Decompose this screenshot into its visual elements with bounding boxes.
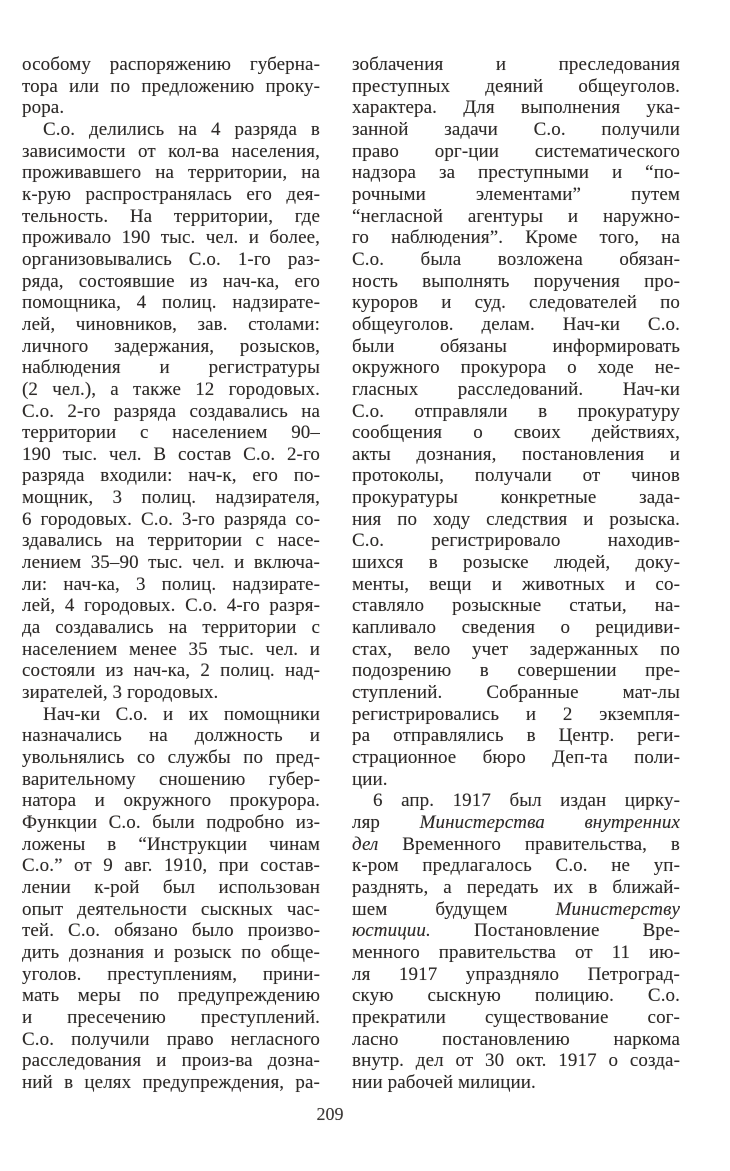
text-line: уголов. преступлениям, прини- [22,963,320,985]
text-line: подозрению в совершении пре- [352,660,680,682]
text-line: С.о. делились на 4 разряда в [43,118,320,140]
text-line: ляр Министерства внутренних [352,811,680,833]
text-line: разднять, а передать их в ближай- [352,876,680,898]
text-line: менты, вещи и животных и со- [352,573,680,595]
text-line: С.о. была возложена обязан- [352,248,680,270]
text-line: увольнялись со службы по пред- [22,747,320,768]
text-line: прокуратуры конкретные зада- [352,487,680,509]
text-line: акты дознания, постановления и [352,443,680,465]
text-line: дел Временного правительства, в [352,833,680,855]
text-line: куроров и суд. следователей по [352,292,680,314]
text-line: “негласной агентуры и наружно- [352,205,680,227]
text-line: особому распоряжению губерна- [22,54,320,75]
text-line: проживавшего на территории, на [22,162,320,184]
text-line: протоколы, получали от чинов [352,465,680,487]
text-line: территории с населением 90– [22,422,320,444]
text-line: зависимости от кол-ва населения, [22,140,320,162]
text-line: ласно постановлению наркома [352,1028,680,1050]
text-line: 6 апр. 1917 был издан цирку- [373,790,680,812]
text-line: лей, 4 городовых. С.о. 4-го разря- [22,595,320,617]
text-line: ля 1917 упраздняло Петроград- [352,963,680,985]
text-line: населением менее 35 тыс. чел. и [22,638,320,660]
text-line: натора и окружного прокурора. [22,790,320,812]
text-line: общеуголов. делам. Нач-ки С.о. [352,313,680,335]
text-line: личного задержания, розысков, [22,335,320,357]
text-line: тей. С.о. обязано было произво- [22,920,320,942]
text-line: к-рую распространялась его дея- [22,183,320,205]
text-line: ра отправлялись в Центр. реги- [352,725,680,747]
text-line: лей, чиновников, зав. столами: [22,313,320,335]
text-line: характера. Для выполнения ука- [352,97,680,119]
text-line: и пресечению преступлений. [22,1006,320,1028]
text-line: юстиции. Постановление Вре- [352,920,680,942]
text-line: нии рабочей милиции. [352,1071,536,1093]
text-line: наблюдения и регистратуры [22,357,320,379]
text-line: ставляло розыскные статьи, на- [352,595,680,617]
text-line: зирателей, 3 городовых. [22,682,219,704]
text-line: С.о.” от 9 авг. 1910, при состав- [22,855,320,877]
text-line: менного правительства от 11 ию- [352,941,680,963]
text-line: С.о. получили право негласного [22,1028,320,1050]
text-line: здавались на территории с насе- [22,530,320,552]
text-line: Нач-ки С.о. и их помощники [43,703,320,725]
text-line: зоблачения и преследования [352,54,680,75]
text-line: лением 35–90 тыс. чел. и включа- [22,552,320,574]
text-line: варительному сношению губер- [22,768,320,790]
text-line: ряда, состоявшие из нач-ка, его [22,270,320,292]
text-line: гласных расследований. Нач-ки [352,378,680,400]
text-line: го наблюдения”. Кроме того, на [352,227,680,249]
text-line: внутр. дел от 30 окт. 1917 о созда- [352,1050,680,1072]
text-line: мать меры по предупреждению [22,985,320,1007]
text-columns [22,54,680,1094]
text-line: право орг-ции систематического [352,140,680,162]
text-line: Функции С.о. были подробно из- [22,811,320,833]
text-line: мощник, 3 полиц. надзирателя, [22,487,320,509]
text-line: надзора за преступными и “по- [352,162,680,184]
text-line: С.о. 2-го разряда создавались на [22,400,320,422]
text-line: регистрировались и 2 экземпля- [352,703,680,725]
text-line: капливало сведения о рецидиви- [352,617,680,639]
text-line: организовывались С.о. 1-го раз- [22,248,320,270]
text-line: ложены в “Инструкции чинам [22,833,320,855]
text-line: 190 тыс. чел. В состав С.о. 2-го [22,443,320,465]
text-line: прекратили существование сог- [352,1006,680,1028]
text-line: назначались на должность и [22,725,320,747]
text-line: опыт деятельности сыскных час- [22,898,320,920]
text-line: тора или по предложению проку- [22,75,320,97]
text-line: проживало 190 тыс. чел. и более, [22,227,320,249]
text-line: С.о. регистрировало находив- [352,530,680,552]
text-line: стах, вело учет задержанных по [352,638,680,660]
text-line: разряда входили: нач-к, его по- [22,465,320,487]
text-line: помощника, 4 полиц. надзирате- [22,292,320,314]
right-column [352,54,680,1094]
text-line: дить дознания и розыск по обще- [22,941,320,963]
text-line: ния по ходу следствия и розыска. [352,508,680,530]
text-line: страционное бюро Деп-та поли- [352,747,680,768]
text-line: ли: нач-ка, 3 полиц. надзирате- [22,573,320,595]
page-number: 209 [316,1104,344,1124]
text-line: шихся в розыске людей, доку- [352,552,680,574]
text-line: состояли из нач-ка, 2 полиц. над- [22,660,320,682]
text-line: были обязаны информировать [352,335,680,357]
text-line: шем будущем Министерству [352,898,680,920]
text-line: С.о. отправляли в прокуратуру [352,400,680,422]
text-line: лении к-рой был использован [22,876,320,898]
text-line: скую сыскную полицию. С.о. [352,985,680,1007]
text-line: ции. [352,768,388,790]
text-line: занной задачи С.о. получили [352,118,680,140]
text-line: окружного прокурора о ходе не- [352,357,680,379]
text-line: расследования и произ-ва дозна- [22,1050,320,1072]
text-line: ступлений. Собранные мат-лы [352,682,680,704]
text-line: сообщения о своих действиях, [352,422,680,444]
text-line: рора. [22,97,65,119]
text-line: ний в целях предупреждения, ра- [22,1071,320,1093]
text-line: к-ром предлагалось С.о. не уп- [352,855,680,877]
text-line: (2 чел.), а также 12 городовых. [22,378,320,400]
text-line: рочными элементами” путем [352,183,680,205]
text-line: преступных деяний общеуголов. [352,75,680,97]
text-line: тельность. На территории, где [22,205,320,227]
left-column [22,54,320,1094]
text-line: 6 городовых. С.о. 3-го разряда со- [22,508,320,530]
text-line: ность выполнять поручения про- [352,270,680,292]
text-line: да создавались на территории с [22,617,320,639]
